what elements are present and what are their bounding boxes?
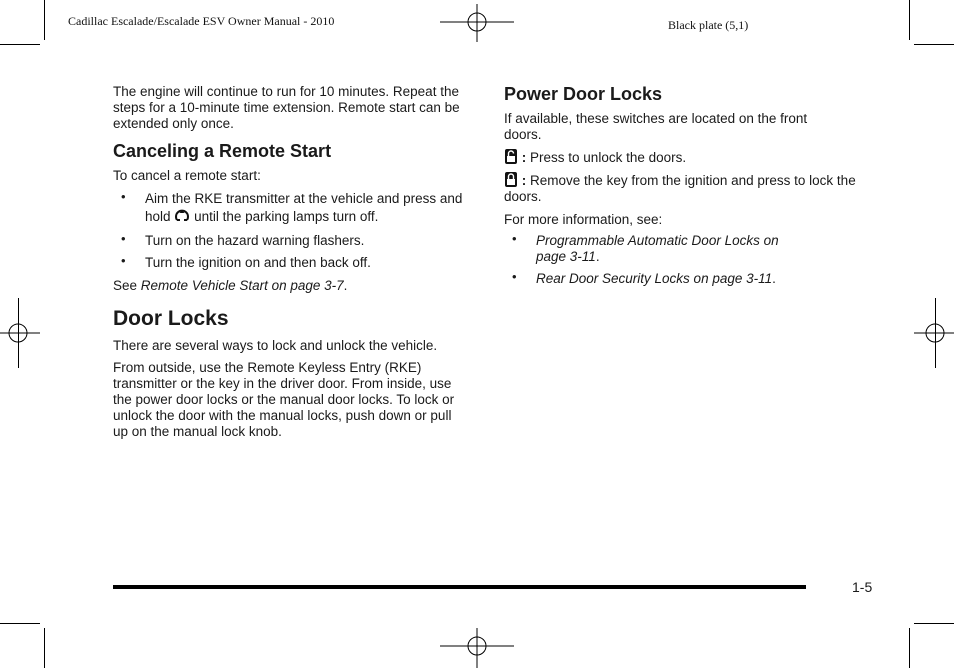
lock-icon — [504, 172, 518, 187]
section-heading-door-locks: Door Locks — [113, 307, 229, 330]
see-reference: See Remote Vehicle Start on page 3-7. — [113, 278, 348, 293]
list-item: • Programmable Automatic Door Locks on page 3-11. — [512, 231, 779, 264]
bullet-dot: • — [512, 231, 517, 246]
registration-target-icon — [914, 314, 954, 352]
page-number: 1-5 — [852, 579, 873, 595]
cancel-lead: To cancel a remote start: — [113, 168, 261, 183]
bullet-dot: • — [121, 253, 126, 268]
crop-mark — [0, 44, 40, 45]
bullet-text: until the parking lamps turn off. — [194, 209, 379, 224]
section-heading-power-door-locks: Power Door Locks — [504, 84, 663, 104]
list-item: • Rear Door Security Locks on page 3-11. — [512, 269, 776, 286]
door-paragraph-2: From outside, use the Remote Keyless Entry (RKE) transmitter or the key in the driver door. From inside, use the power door locks or the manual door locks. To lock or unlock the door with the manual locks, push down or pull up on the manual lock knob. — [113, 360, 455, 439]
crop-mark — [909, 0, 910, 40]
intro-paragraph: The engine will continue to run for 10 minutes. Repeat the steps for a 10-minute time extension. Remote start can be extended only once. — [113, 84, 460, 131]
registration-target-icon — [440, 628, 514, 668]
bullet-dot: • — [512, 269, 517, 284]
page-reference-link[interactable]: Rear Door Security Locks on page 3-11 — [536, 271, 773, 286]
lock-switch-description: : Remove the key from the ignition and press to lock the doors. — [504, 173, 856, 204]
bullet-dot: • — [121, 189, 126, 204]
manual-title: Cadillac Escalade/Escalade ESV Owner Manual - 2010 — [68, 14, 335, 28]
crop-mark — [914, 623, 954, 624]
bullet-text: Aim the RKE transmitter at the vehicle and press and hold — [145, 191, 463, 224]
page-reference-link[interactable]: page 3-11 — [536, 249, 596, 264]
crop-mark — [0, 623, 40, 624]
unlock-switch-description: : Press to unlock the doors. — [504, 149, 860, 166]
remote-start-icon — [174, 207, 190, 223]
registration-target-icon — [440, 4, 514, 42]
page-reference-link[interactable]: Programmable Automatic Door Locks on — [536, 233, 779, 248]
right-column — [504, 84, 860, 304]
bullet-dot: • — [121, 231, 126, 246]
crop-mark — [44, 628, 45, 668]
footer-rule — [113, 585, 806, 589]
bullet-text: Turn the ignition on and then back off. — [145, 255, 371, 270]
unlock-icon — [504, 149, 518, 164]
list-item — [113, 255, 469, 273]
list-item — [113, 233, 469, 251]
plate-label: Black plate (5,1) — [668, 18, 749, 32]
door-paragraph-1: There are several ways to lock and unlock the vehicle. — [113, 338, 438, 353]
more-info-lead: For more information, see: — [504, 212, 663, 227]
crop-mark — [44, 0, 45, 40]
registration-target-icon — [0, 314, 40, 352]
bullet-text: Turn on the hazard warning flashers. — [145, 233, 365, 248]
section-heading-canceling: Canceling a Remote Start — [113, 141, 332, 161]
crop-mark — [909, 628, 910, 668]
power-locks-intro: If available, these switches are located on the front doors. — [504, 111, 808, 142]
list-item — [113, 191, 469, 231]
left-column — [113, 84, 469, 444]
crop-mark — [914, 44, 954, 45]
page-reference-link[interactable]: Remote Vehicle Start on page 3-7 — [140, 278, 344, 293]
